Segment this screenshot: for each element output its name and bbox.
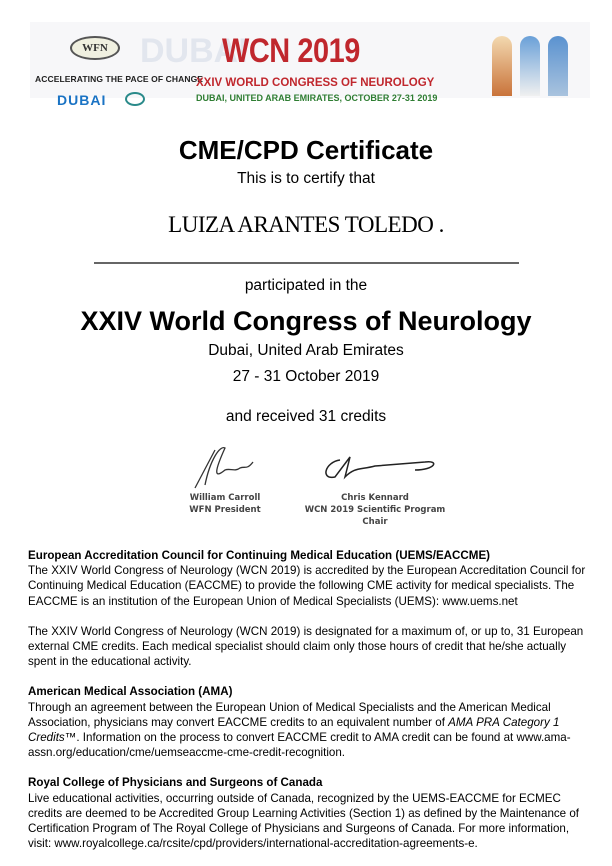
recipient-name: LUIZA ARANTES TOLEDO . [168,212,444,237]
certificate-title: CME/CPD Certificate [178,135,434,165]
dubai-watermark: DUBAI [140,32,248,70]
signatory-1 [170,492,280,516]
ama-credits-italic: AMA PRA Category 1 Credits [28,715,560,745]
rcpsc-paragraph: Live educational activities, occurring outside of Canada, recognized by the UEMS-EACCME for ECMEC credits are deemed to be Accredited Group Learning Activities (Section 1) as defined by the Maintenance of Certification Program of The Royal College of Physicians and Surgeons of Canada. For more information, visit: www.royalcollege.ca/rcsite/cpd/providers/international-accreditation-agreements-e. [28,791,580,851]
ama-heading: American Medical Association (AMA) [28,685,233,699]
signature-kennard [315,452,445,487]
event-location: DUBAI, UNITED ARAB EMIRATES, OCTOBER 27-31 2019 [196,93,438,103]
signature-carroll [185,440,265,490]
uems-heading: European Accreditation Council for Continuing Medical Education (UEMS/EACCME) [28,549,491,562]
mosque-image [520,36,540,96]
congress-dates: 27 - 31 October 2019 [232,368,380,385]
certify-text: This is to certify that [237,170,375,187]
signatory-name: Chris Kennard [341,493,409,503]
wfn-logo: WFN [70,36,120,60]
signatory-role: WFN President [189,505,261,515]
dubai-logo: DUBAI [57,92,107,108]
ama-paragraph [28,700,588,761]
event-title: WCN 2019 [222,32,360,70]
congress-name: XXIV World Congress of Neurology [80,306,532,336]
desert-image [492,36,512,96]
signatory-role: WCN 2019 Scientific Program Chair [304,505,446,527]
partner-logo-icon [125,92,145,106]
event-subtitle: XXIV WORLD CONGRESS OF NEUROLOGY [196,77,435,89]
uems-paragraph-2: The XXIV World Congress of Neurology (WCN 2019) is designated for a maximum of, or up to, 31 European external CME credits. Each medical specialist should claim only those hours of credit that he/she actually spent in the educational activity. [28,624,584,669]
uems-paragraph-1: The XXIV World Congress of Neurology (WCN 2019) is accredited by the European Accreditation Council for Continuing Medical Education (EACCME) to provide the following CME activity for medical specialists. The EACCME is an institution of the European Union of Medical Specialists (UEMS): www.uems.net [28,564,586,608]
tagline: ACCELERATING THE PACE OF CHANGE [35,74,204,84]
ama-text-a: Through an agreement between the European Union of Medical Specialists and the American Medical Association, physicians may convert EACCME credits to an equivalent number of [28,700,551,729]
participated-text: participated in the [244,277,368,294]
signatory-2 [295,492,455,528]
ama-text-b: ™. Information on the process to convert EACCME credit to AMA credit can be found at www.ama-assn.org/education/cme/uemseaccme-cme-credit-recognition. [28,731,571,760]
name-underline [94,262,519,264]
accreditation-text [28,548,588,866]
congress-location: Dubai, United Arab Emirates [208,342,404,359]
skyline-image [548,36,568,96]
rcpsc-heading: Royal College of Physicians and Surgeons of Canada [28,776,323,790]
signatory-name: William Carroll [189,493,261,503]
credits-text: and received 31 credits [225,408,387,425]
